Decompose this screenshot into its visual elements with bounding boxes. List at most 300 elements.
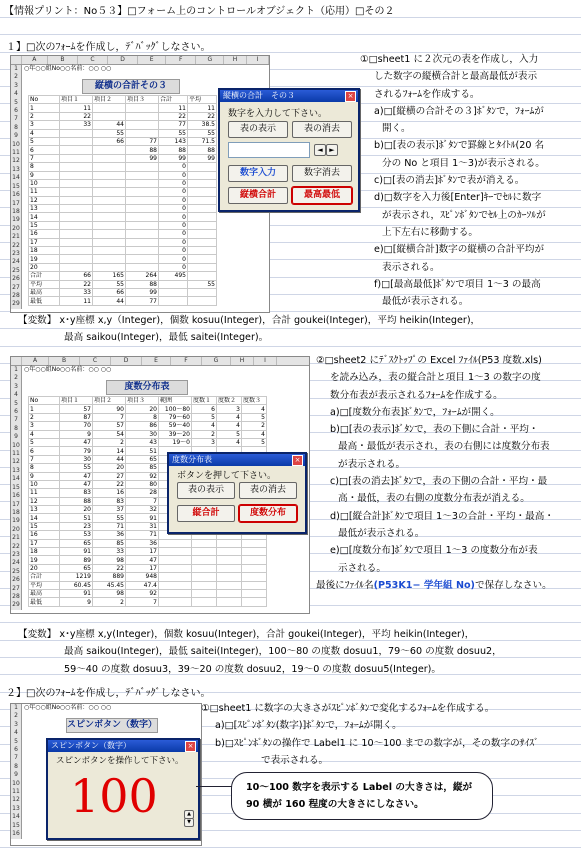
table-cell[interactable]: 53 (60, 531, 93, 539)
table-cell[interactable] (126, 221, 159, 229)
form2-show-table-button[interactable]: 表の表示 (177, 482, 235, 499)
table-cell[interactable] (242, 556, 267, 564)
table-cell[interactable] (192, 564, 217, 572)
spin-left-icon[interactable]: ◄ (314, 144, 326, 156)
table-cell[interactable] (60, 196, 93, 204)
table-cell[interactable] (242, 573, 267, 581)
table-cell[interactable] (126, 247, 159, 255)
table-cell[interactable]: 51 (126, 447, 159, 455)
table-cell[interactable]: 8 (29, 464, 60, 472)
table-cell[interactable] (126, 129, 159, 137)
table-cell[interactable]: 948 (126, 573, 159, 581)
table-cell[interactable]: 98 (93, 589, 126, 597)
table-cell[interactable]: 57 (93, 422, 126, 430)
form2-clear-table-button[interactable]: 表の消去 (239, 482, 297, 499)
table-cell[interactable]: 55 (93, 129, 126, 137)
form1-maxmin-button[interactable]: 最高最低 (292, 187, 352, 204)
table-cell[interactable] (60, 163, 93, 171)
table-cell[interactable] (60, 221, 93, 229)
table-cell[interactable] (192, 573, 217, 581)
table-cell[interactable] (93, 255, 126, 263)
table-cell[interactable]: 92 (126, 589, 159, 597)
table-cell[interactable] (188, 238, 217, 246)
table-cell[interactable]: 85 (126, 464, 159, 472)
table-cell[interactable]: 4 (29, 129, 60, 137)
table-cell[interactable]: 85 (93, 539, 126, 547)
table-cell[interactable] (60, 154, 93, 162)
table-cell[interactable]: 5 (192, 413, 217, 421)
table-cell[interactable]: 11 (29, 188, 60, 196)
table-cell[interactable]: 65 (60, 564, 93, 572)
table-cell[interactable] (217, 598, 242, 606)
table-cell[interactable] (188, 171, 217, 179)
table-cell[interactable]: 47 (60, 472, 93, 480)
table-cell[interactable] (126, 205, 159, 213)
table-cell[interactable]: 4 (217, 422, 242, 430)
table-cell[interactable]: 項目１ (60, 397, 93, 405)
table-cell[interactable]: 33 (93, 548, 126, 556)
table-cell[interactable] (126, 171, 159, 179)
table-cell[interactable]: 11 (60, 104, 93, 112)
table-cell[interactable]: 19〜0 (159, 438, 192, 446)
table-cell[interactable] (159, 556, 192, 564)
table-cell[interactable]: 16 (93, 489, 126, 497)
table-cell[interactable] (188, 205, 217, 213)
table-cell[interactable] (126, 104, 159, 112)
table-cell[interactable] (60, 171, 93, 179)
table-cell[interactable]: 7 (93, 413, 126, 421)
table-cell[interactable]: 合計 (29, 573, 60, 581)
table-cell[interactable] (159, 589, 192, 597)
table-cell[interactable]: 6 (192, 405, 217, 413)
table-cell[interactable]: 22 (60, 112, 93, 120)
table-cell[interactable]: 59〜40 (159, 422, 192, 430)
table-cell[interactable] (217, 581, 242, 589)
table-cell[interactable]: 度数３ (242, 397, 267, 405)
table-cell[interactable] (192, 548, 217, 556)
table-cell[interactable]: 17 (126, 548, 159, 556)
table-cell[interactable]: 項目１ (60, 96, 93, 104)
table-cell[interactable] (192, 589, 217, 597)
table-cell[interactable] (93, 112, 126, 120)
form2-distribution-button[interactable]: 度数分布 (239, 505, 297, 522)
table-cell[interactable]: 1 (29, 104, 60, 112)
table-cell[interactable]: 2 (93, 598, 126, 606)
close-icon[interactable]: × (185, 741, 196, 752)
table-cell[interactable]: 最高 (29, 288, 60, 296)
table-cell[interactable]: 92 (126, 472, 159, 480)
table-cell[interactable] (242, 598, 267, 606)
table-cell[interactable] (242, 589, 267, 597)
table-cell[interactable] (126, 213, 159, 221)
table-cell[interactable] (93, 171, 126, 179)
table-cell[interactable]: 54 (93, 430, 126, 438)
table-cell[interactable]: 6 (29, 146, 60, 154)
spin-up-icon[interactable]: ▲ (184, 810, 194, 819)
close-icon[interactable]: × (345, 91, 356, 102)
table-cell[interactable] (242, 548, 267, 556)
table-cell[interactable]: 77 (126, 137, 159, 145)
table-cell[interactable] (192, 539, 217, 547)
table-cell[interactable]: 19 (29, 556, 60, 564)
table-cell[interactable]: 70 (60, 422, 93, 430)
table-cell[interactable] (93, 104, 126, 112)
table-cell[interactable]: 9 (29, 472, 60, 480)
table-cell[interactable]: 9 (60, 430, 93, 438)
table-cell[interactable]: 15 (29, 221, 60, 229)
table-cell[interactable]: 11 (188, 104, 217, 112)
table-cell[interactable]: 44 (93, 297, 126, 305)
table-cell[interactable]: 10 (29, 179, 60, 187)
table-cell[interactable]: 3 (29, 121, 60, 129)
table-cell[interactable] (126, 196, 159, 204)
table-cell[interactable]: 20 (29, 263, 60, 271)
form2-total-button[interactable]: 縦合計 (177, 505, 235, 522)
table-cell[interactable]: 項目３ (126, 96, 159, 104)
table-cell[interactable]: 0 (159, 247, 188, 255)
table-cell[interactable] (60, 230, 93, 238)
table-cell[interactable] (159, 288, 188, 296)
table-cell[interactable]: 範囲 (159, 397, 192, 405)
table-cell[interactable]: 55 (93, 280, 126, 288)
table-cell[interactable] (60, 205, 93, 213)
table-cell[interactable] (60, 137, 93, 145)
table-cell[interactable] (93, 247, 126, 255)
table-cell[interactable]: 22 (93, 480, 126, 488)
table-cell[interactable] (93, 221, 126, 229)
table-cell[interactable]: 8 (29, 163, 60, 171)
table-cell[interactable]: 23 (60, 522, 93, 530)
table-cell[interactable]: 71.5 (188, 137, 217, 145)
table-cell[interactable] (126, 163, 159, 171)
table-cell[interactable]: 88 (60, 497, 93, 505)
form1-clear-table-button[interactable]: 表の消去 (292, 121, 352, 138)
table-cell[interactable]: 71 (93, 522, 126, 530)
table-cell[interactable] (159, 539, 192, 547)
table-cell[interactable] (188, 163, 217, 171)
table-cell[interactable]: 86 (126, 422, 159, 430)
table-cell[interactable]: 0 (159, 230, 188, 238)
table-cell[interactable]: 32 (126, 506, 159, 514)
table-cell[interactable]: 45.45 (93, 581, 126, 589)
table-cell[interactable] (93, 238, 126, 246)
table-cell[interactable]: 平均 (188, 96, 217, 104)
table-cell[interactable] (217, 556, 242, 564)
table-cell[interactable]: 98 (93, 556, 126, 564)
table-cell[interactable] (217, 573, 242, 581)
table-cell[interactable]: 65 (60, 539, 93, 547)
table-cell[interactable] (188, 213, 217, 221)
table-cell[interactable]: 7 (29, 154, 60, 162)
table-cell[interactable]: 83 (93, 497, 126, 505)
table-cell[interactable] (60, 179, 93, 187)
form1-number-input[interactable] (228, 142, 310, 158)
table-cell[interactable]: 37 (93, 506, 126, 514)
table-cell[interactable]: 66 (93, 288, 126, 296)
table-cell[interactable]: 0 (159, 163, 188, 171)
table-cell[interactable]: 0 (159, 196, 188, 204)
table-cell[interactable]: 55 (159, 129, 188, 137)
table-cell[interactable]: 2 (93, 438, 126, 446)
table-cell[interactable]: 5 (242, 438, 267, 446)
table-cell[interactable]: 79 (60, 447, 93, 455)
table-cell[interactable]: 7 (126, 497, 159, 505)
table-cell[interactable]: 65 (126, 455, 159, 463)
table-cell[interactable]: 88 (188, 146, 217, 154)
table-cell[interactable]: 9 (60, 598, 93, 606)
table-cell[interactable]: 4 (217, 413, 242, 421)
table-cell[interactable]: 91 (60, 589, 93, 597)
table-cell[interactable] (242, 539, 267, 547)
table-cell[interactable]: 88 (126, 280, 159, 288)
table-cell[interactable]: 77 (126, 297, 159, 305)
table-cell[interactable]: 最低 (29, 297, 60, 305)
form1-total-button[interactable]: 縦横合計 (228, 187, 288, 204)
table-cell[interactable] (126, 112, 159, 120)
table-cell[interactable] (60, 213, 93, 221)
table-cell[interactable]: 14 (29, 514, 60, 522)
table-cell[interactable]: 0 (159, 213, 188, 221)
table-cell[interactable]: 17 (126, 564, 159, 572)
table-cell[interactable]: 36 (126, 539, 159, 547)
table-cell[interactable]: 平均 (29, 280, 60, 288)
table-cell[interactable]: 22 (60, 280, 93, 288)
table-cell[interactable]: 0 (159, 171, 188, 179)
table-cell[interactable]: 20 (29, 564, 60, 572)
table-cell[interactable]: 8 (126, 413, 159, 421)
table-cell[interactable]: 12 (29, 196, 60, 204)
table-cell[interactable]: 77 (159, 121, 188, 129)
table-cell[interactable]: 合計 (29, 272, 60, 280)
table-cell[interactable] (126, 263, 159, 271)
table-cell[interactable]: 17 (29, 539, 60, 547)
table-cell[interactable] (217, 539, 242, 547)
table-cell[interactable]: 60.45 (60, 581, 93, 589)
close-icon[interactable]: × (292, 455, 303, 466)
table-cell[interactable] (60, 247, 93, 255)
table-cell[interactable] (159, 564, 192, 572)
table-cell[interactable] (192, 581, 217, 589)
table-cell[interactable] (192, 598, 217, 606)
table-cell[interactable]: 0 (159, 238, 188, 246)
table-cell[interactable]: 88 (126, 146, 159, 154)
table-cell[interactable]: 13 (29, 205, 60, 213)
table-cell[interactable]: 44 (93, 455, 126, 463)
table-cell[interactable]: 30 (60, 455, 93, 463)
table-cell[interactable]: 51 (60, 514, 93, 522)
table-cell[interactable] (217, 564, 242, 572)
table-cell[interactable]: 項目３ (126, 397, 159, 405)
table-cell[interactable]: 7 (29, 455, 60, 463)
table-cell[interactable]: 30 (126, 430, 159, 438)
table-cell[interactable]: 0 (159, 188, 188, 196)
table-cell[interactable]: 0 (159, 205, 188, 213)
table-cell[interactable] (242, 564, 267, 572)
sheet1-title-button[interactable]: 縦横の合計その３ (82, 79, 180, 94)
table-cell[interactable]: 0 (159, 263, 188, 271)
spin-down-icon[interactable]: ▼ (184, 818, 194, 827)
table-cell[interactable]: 57 (60, 405, 93, 413)
table-cell[interactable] (93, 230, 126, 238)
table-cell[interactable]: 5 (29, 137, 60, 145)
table-cell[interactable] (188, 297, 217, 305)
table-cell[interactable]: 87 (60, 413, 93, 421)
table-cell[interactable]: 度数２ (217, 397, 242, 405)
table-cell[interactable]: 14 (93, 447, 126, 455)
table-cell[interactable] (60, 255, 93, 263)
table-cell[interactable]: 平均 (29, 581, 60, 589)
table-cell[interactable]: 33 (60, 121, 93, 129)
table-cell[interactable] (188, 247, 217, 255)
table-cell[interactable] (93, 205, 126, 213)
table-cell[interactable]: 2 (29, 413, 60, 421)
table-cell[interactable]: 度数１ (192, 397, 217, 405)
table-cell[interactable]: 88 (159, 146, 188, 154)
table-cell[interactable]: No (29, 397, 60, 405)
form1-show-table-button[interactable]: 表の表示 (228, 121, 288, 138)
table-cell[interactable] (242, 581, 267, 589)
table-cell[interactable]: 4 (242, 430, 267, 438)
table-cell[interactable]: 11 (159, 104, 188, 112)
sheet3-spin-button[interactable]: スピンボタン（数字） (66, 718, 158, 733)
table-cell[interactable] (159, 548, 192, 556)
table-cell[interactable] (159, 598, 192, 606)
table-cell[interactable]: 55 (60, 464, 93, 472)
table-cell[interactable]: 47 (126, 556, 159, 564)
table-cell[interactable]: 47 (60, 438, 93, 446)
table-cell[interactable]: 66 (60, 272, 93, 280)
table-cell[interactable]: 91 (126, 514, 159, 522)
table-cell[interactable]: 143 (159, 137, 188, 145)
table-cell[interactable] (159, 573, 192, 581)
table-cell[interactable] (60, 129, 93, 137)
table-cell[interactable]: 66 (93, 137, 126, 145)
table-cell[interactable] (93, 179, 126, 187)
table-cell[interactable]: 4 (192, 422, 217, 430)
table-cell[interactable]: 71 (126, 531, 159, 539)
table-cell[interactable]: 55 (188, 280, 217, 288)
table-cell[interactable]: 20 (126, 405, 159, 413)
table-cell[interactable]: 89 (60, 556, 93, 564)
table-cell[interactable]: 7 (126, 598, 159, 606)
table-cell[interactable]: 6 (29, 447, 60, 455)
table-cell[interactable]: 43 (126, 438, 159, 446)
table-cell[interactable] (93, 163, 126, 171)
table-cell[interactable]: 99 (159, 154, 188, 162)
table-cell[interactable]: 4 (242, 405, 267, 413)
table-cell[interactable]: 91 (60, 548, 93, 556)
table-cell[interactable]: 47.4 (126, 581, 159, 589)
table-cell[interactable]: 10 (29, 480, 60, 488)
table-cell[interactable]: 5 (242, 413, 267, 421)
table-cell[interactable]: 99 (188, 154, 217, 162)
table-cell[interactable]: 12 (29, 497, 60, 505)
table-cell[interactable]: 100〜80 (159, 405, 192, 413)
table-cell[interactable]: 99 (126, 154, 159, 162)
table-cell[interactable]: 36 (93, 531, 126, 539)
table-cell[interactable] (93, 263, 126, 271)
table-cell[interactable] (188, 263, 217, 271)
table-cell[interactable]: 27 (93, 472, 126, 480)
table-cell[interactable] (126, 188, 159, 196)
table-cell[interactable]: 11 (29, 489, 60, 497)
table-cell[interactable]: 18 (29, 247, 60, 255)
form1-input-number-button[interactable]: 数字入力 (228, 165, 288, 182)
table-cell[interactable]: 38.5 (188, 121, 217, 129)
table-cell[interactable]: 4 (29, 430, 60, 438)
table-cell[interactable] (159, 581, 192, 589)
table-cell[interactable] (93, 213, 126, 221)
table-cell[interactable]: 20 (60, 506, 93, 514)
table-cell[interactable]: 17 (29, 238, 60, 246)
table-cell[interactable] (188, 230, 217, 238)
table-cell[interactable]: 3 (217, 405, 242, 413)
table-cell[interactable] (188, 288, 217, 296)
table-cell[interactable]: 15 (29, 522, 60, 530)
table-cell[interactable]: 4 (217, 438, 242, 446)
table-cell[interactable]: 22 (188, 112, 217, 120)
table-cell[interactable]: 20 (93, 464, 126, 472)
table-cell[interactable] (188, 272, 217, 280)
table-cell[interactable]: 3 (192, 438, 217, 446)
table-cell[interactable]: 項目２ (93, 397, 126, 405)
table-cell[interactable] (192, 556, 217, 564)
table-cell[interactable]: 165 (93, 272, 126, 280)
table-cell[interactable] (217, 589, 242, 597)
table-cell[interactable]: 0 (159, 255, 188, 263)
sheet2-title-button[interactable]: 度数分布表 (106, 380, 188, 395)
table-cell[interactable] (126, 230, 159, 238)
table-cell[interactable]: 55 (93, 514, 126, 522)
table-cell[interactable]: 最高 (29, 589, 60, 597)
table-cell[interactable] (93, 188, 126, 196)
spin-right-icon[interactable]: ► (326, 144, 338, 156)
table-cell[interactable]: No (29, 96, 60, 104)
table-cell[interactable]: 80 (126, 480, 159, 488)
table-cell[interactable]: 47 (60, 480, 93, 488)
table-cell[interactable]: 最低 (29, 598, 60, 606)
table-cell[interactable] (126, 238, 159, 246)
table-cell[interactable] (159, 280, 188, 288)
table-cell[interactable]: 18 (29, 548, 60, 556)
table-cell[interactable] (60, 263, 93, 271)
table-cell[interactable]: 44 (93, 121, 126, 129)
table-cell[interactable]: 9 (29, 171, 60, 179)
table-cell[interactable]: 90 (93, 405, 126, 413)
table-cell[interactable]: 3 (29, 422, 60, 430)
table-cell[interactable]: 5 (217, 430, 242, 438)
table-cell[interactable]: 264 (126, 272, 159, 280)
table-cell[interactable] (93, 154, 126, 162)
table-cell[interactable]: 83 (60, 489, 93, 497)
table-cell[interactable] (188, 179, 217, 187)
table-cell[interactable]: 19 (29, 255, 60, 263)
table-cell[interactable] (60, 238, 93, 246)
table-cell[interactable]: 28 (126, 489, 159, 497)
table-cell[interactable] (188, 221, 217, 229)
table-cell[interactable]: 22 (159, 112, 188, 120)
table-cell[interactable] (60, 146, 93, 154)
table-cell[interactable] (188, 196, 217, 204)
table-cell[interactable]: 889 (93, 573, 126, 581)
table-cell[interactable]: 55 (188, 129, 217, 137)
table-cell[interactable] (217, 548, 242, 556)
table-cell[interactable]: 0 (159, 221, 188, 229)
table-cell[interactable]: 16 (29, 230, 60, 238)
table-cell[interactable] (126, 179, 159, 187)
table-cell[interactable] (93, 146, 126, 154)
table-cell[interactable]: 1 (29, 405, 60, 413)
